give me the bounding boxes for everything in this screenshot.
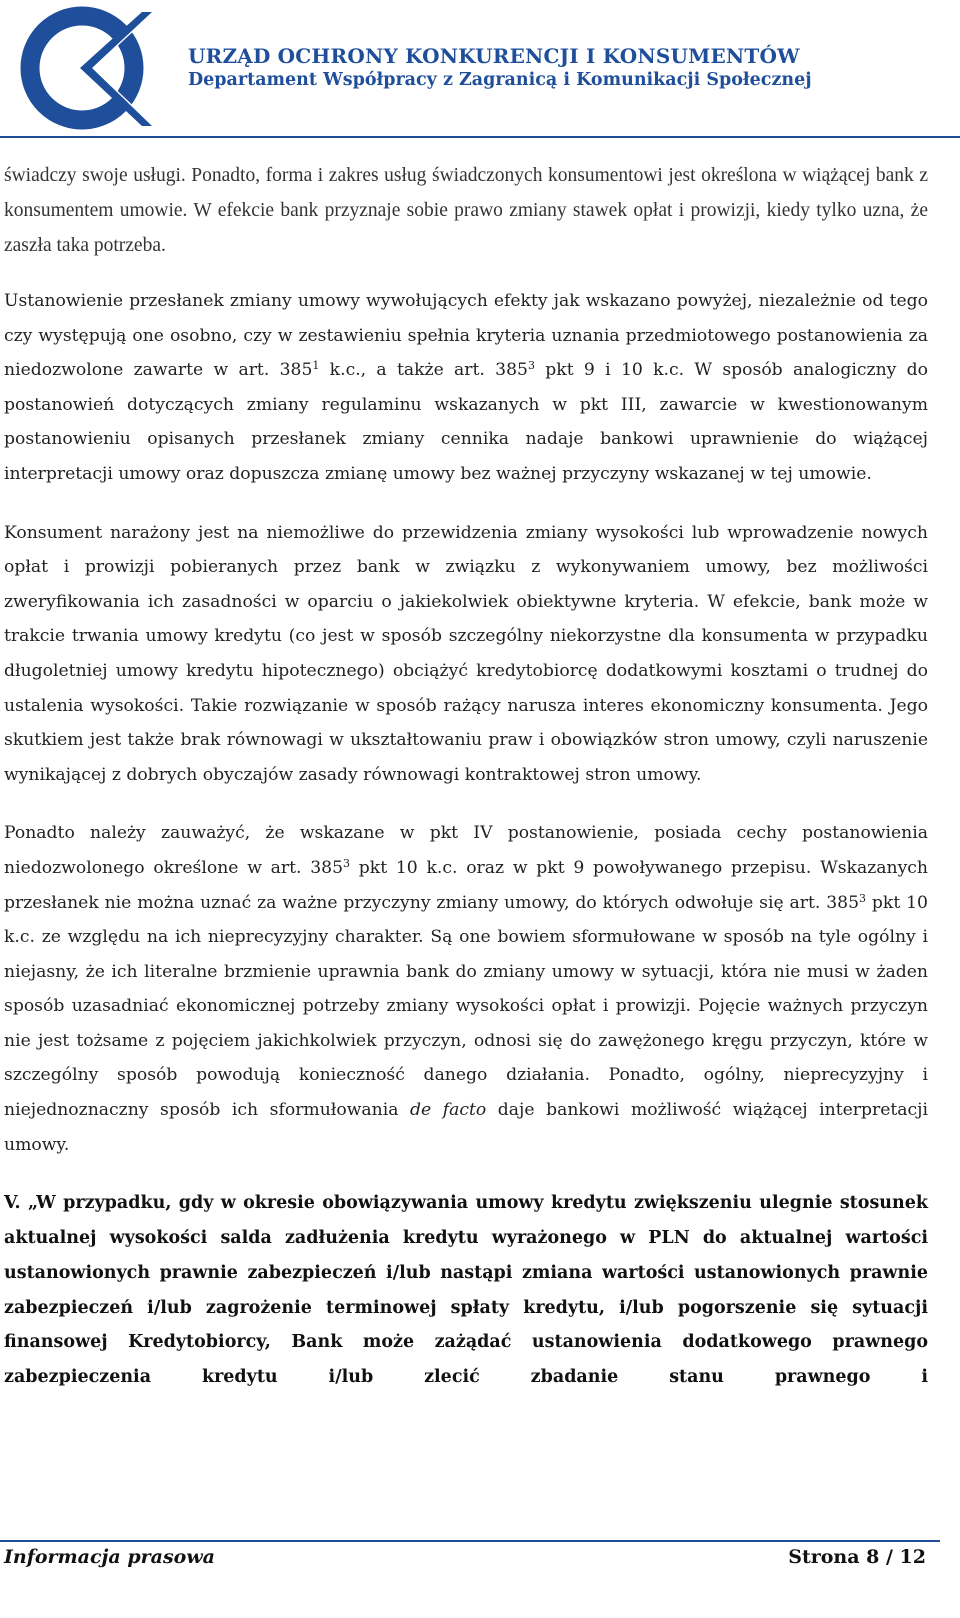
document-body [4, 158, 928, 1395]
paragraph-2: Ustanowienie przesłanek zmiany umowy wywołujących efekty jak wskazano powyżej, niezależnie od tego czy występują one osobno, czy w zestawieniu spełnia kryteria uznania przedmiotowego postanowienia za niedozwolone zawarte w art. $385^1$ k.c., a także art. $385^3$ pkt 9 i 10 k.c. W sposób analogiczny do postanowień dotyczących zmiany regulaminu wskazanych w pkt III, zawarcie w kwestionowanym postanowieniu opisanych przesłanek zmiany cennika nadaje bankowi uprawnienie do wiążącej interpretacji umowy oraz dopuszcza zmianę umowy bez ważnej przyczyny wskazanej w tej umowie. [4, 291, 928, 484]
footer-divider [0, 1540, 940, 1542]
superscript: 1 [312, 359, 320, 373]
superscript: 3 [528, 359, 535, 373]
paragraph-1: świadczy swoje usługi. Ponadto, forma i zakres usług świadczonych konsumentowi jest określona w wiążącej bank z konsumentem umowie. W efekcie bank przyznaje sobie prawo zmiany stawek opłat i prowizji, kiedy tylko uzna, że zaszła taka potrzeba. [4, 165, 928, 256]
organization-header [188, 44, 812, 92]
organization-name: URZĄD OCHRONY KONKURENCJI I KONSUMENTÓW [188, 44, 800, 68]
paragraph-5-clause-quote: V. „W przypadku, gdy w okresie obowiązywania umowy kredytu zwiększeniu ulegnie stosunek aktualnej wysokości salda zadłużenia kredytu wyrażonego w PLN do aktualnej wartości ustanowionych prawnie zabezpieczeń i/lub nastąpi zmiana wartości ustanowionych prawnie zabezpieczeń i/lub zagrożenie terminowej spłaty kredytu, i/lub pogorszenie się sytuacji finansowej Kredytobiorcy, Bank może zażądać ustanowienia dodatkowego prawnego zabezpieczenia kredytu i/lub zlecić zbadanie stanu prawnego i [4, 1193, 928, 1388]
uokik-logo-icon [18, 4, 154, 134]
page-footer [0, 1540, 960, 1600]
footer-doc-type: Informacja prasowa [4, 1546, 215, 1568]
superscript: 3 [859, 891, 867, 905]
paragraph-3: Konsument narażony jest na niemożliwe do przewidzenia zmiany wysokości lub wprowadzenie nowych opłat i prowizji pobieranych przez bank w związku z wykonywaniem umowy, bez możliwości zweryfikowania ich zasadności w oparciu o jakiekolwiek obiektywne kryteria. W efekcie, bank może w trakcie trwania umowy kredytu (co jest w sposób szczególny niekorzystne dla konsumenta w przypadku długoletniej umowy kredytu hipotecznego) obciążyć kredytobiorcę dodatkowymi kosztami o trudnej do ustalenia wysokości. Takie rozwiązanie w sposób rażący narusza interes ekonomiczny konsumenta. Jego skutkiem jest także brak równowagi w ukształtowaniu praw i obowiązków stron umowy, czyli naruszenie wynikającej z dobrych obyczajów zasady równowagi kontraktowej stron umowy. [4, 522, 928, 785]
page-header [0, 0, 960, 150]
department-name: Departament Współpracy z Zagranicą i Komunikacji Społecznej [188, 70, 812, 90]
header-divider [0, 136, 960, 138]
superscript: 3 [343, 856, 351, 870]
italic-phrase: de facto [410, 1100, 487, 1121]
page-number: Strona 8 / 12 [788, 1546, 926, 1568]
paragraph-4: Ponadto należy zauważyć, że wskazane w pkt IV postanowienie, posiada cechy postanowienia niedozwolonego określone w art. $385^3$ pkt 10 k.c. oraz w pkt 9 powoływanego przepisu. Wskazanych przesłanek nie można uznać za ważne przyczyny zmiany umowy, do których odwołuje się art. $385^3$ pkt 10 k.c. ze względu na ich nieprecyzyjny charakter. Są one bowiem sformułowane w sposób na tyle ogólny i niejasny, że ich literalne brzmienie uprawnia bank do zmiany umowy w sytuacji, która nie musi w żaden sposób uzasadniać ekonomicznej potrzeby zmiany wysokości opłat i prowizji. Pojęcie ważnych przyczyn nie jest tożsame z pojęciem jakichkolwiek przyczyn, odnosi się do zawężonego kręgu przyczyn, które w szczególny sposób powodują konieczność danego działania. Ponadto, ogólny, nieprecyzyjny i niejednoznaczny sposób ich sformułowania de facto daje bankowi możliwość wiążącej interpretacji umowy. [4, 823, 928, 1155]
